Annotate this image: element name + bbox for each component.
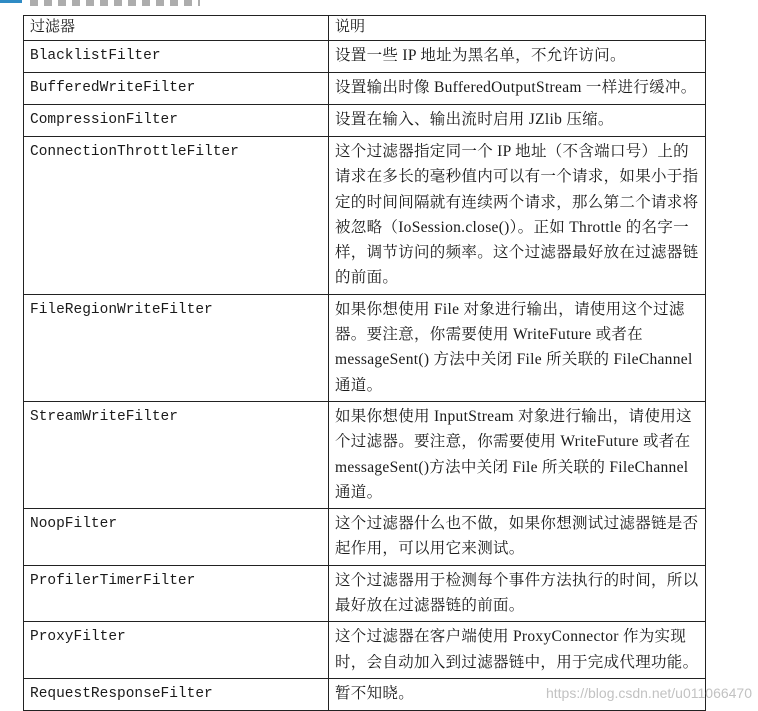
- filter-name: NoopFilter: [24, 509, 329, 566]
- table-row: [24, 401, 706, 508]
- filter-name: CompressionFilter: [24, 105, 329, 137]
- table-row: [24, 565, 706, 622]
- filter-name: RequestResponseFilter: [24, 678, 329, 710]
- table-row: [24, 509, 706, 566]
- watermark: https://blog.csdn.net/u011066470: [545, 685, 752, 701]
- filter-description: 这个过滤器在客户端使用 ProxyConnector 作为实现时，会自动加入到过滤器链中，用于完成代理功能。: [329, 622, 706, 679]
- filter-name: ProfilerTimerFilter: [24, 565, 329, 622]
- filter-description: 如果你想使用 File 对象进行输出，请使用这个过滤器。要注意，你需要使用 WriteFuture 或者在 messageSent() 方法中关闭 File 所关联的 FileChannel 通道。: [329, 294, 706, 401]
- filter-description: 设置一些 IP 地址为黑名单，不允许访问。: [329, 41, 706, 73]
- table-row: [24, 622, 706, 679]
- table-row: [24, 137, 706, 295]
- table-row: [24, 294, 706, 401]
- filter-description: 这个过滤器什么也不做，如果你想测试过滤器链是否起作用，可以用它来测试。: [329, 509, 706, 566]
- filter-table: [23, 15, 706, 711]
- filter-name: BlacklistFilter: [24, 41, 329, 73]
- filter-description: 暂不知晓。: [329, 678, 706, 710]
- top-accent-bar: [0, 0, 22, 3]
- filter-description: 这个过滤器用于检测每个事件方法执行的时间，所以最好放在过滤器链的前面。: [329, 565, 706, 622]
- table-row: [24, 41, 706, 73]
- filter-name: StreamWriteFilter: [24, 401, 329, 508]
- header-filter: 过滤器: [24, 16, 329, 41]
- filter-description: 如果你想使用 InputStream 对象进行输出，请使用这个过滤器。要注意，你需要使用 WriteFuture 或者在 messageSent()方法中关闭 File 所关联的 FileChannel 通道。: [329, 401, 706, 508]
- filter-name: ConnectionThrottleFilter: [24, 137, 329, 295]
- table-row: [24, 105, 706, 137]
- header-description: 说明: [329, 16, 706, 41]
- filter-name: BufferedWriteFilter: [24, 73, 329, 105]
- filter-name: FileRegionWriteFilter: [24, 294, 329, 401]
- table-row: [24, 73, 706, 105]
- cropped-heading-fragment: [30, 0, 200, 6]
- table-header-row: [24, 16, 706, 41]
- filter-description: 设置在输入、输出流时启用 JZlib 压缩。: [329, 105, 706, 137]
- filter-name: ProxyFilter: [24, 622, 329, 679]
- filter-description: 这个过滤器指定同一个 IP 地址（不含端口号）上的请求在多长的毫秒值内可以有一个请求，如果小于指定的时间间隔就有连续两个请求，那么第二个请求将被忽略（IoSession.close()）。正如 Throttle 的名字一样，调节访问的频率。这个过滤器最好放在过滤器链的前面。: [329, 137, 706, 295]
- filter-description: 设置输出时像 BufferedOutputStream 一样进行缓冲。: [329, 73, 706, 105]
